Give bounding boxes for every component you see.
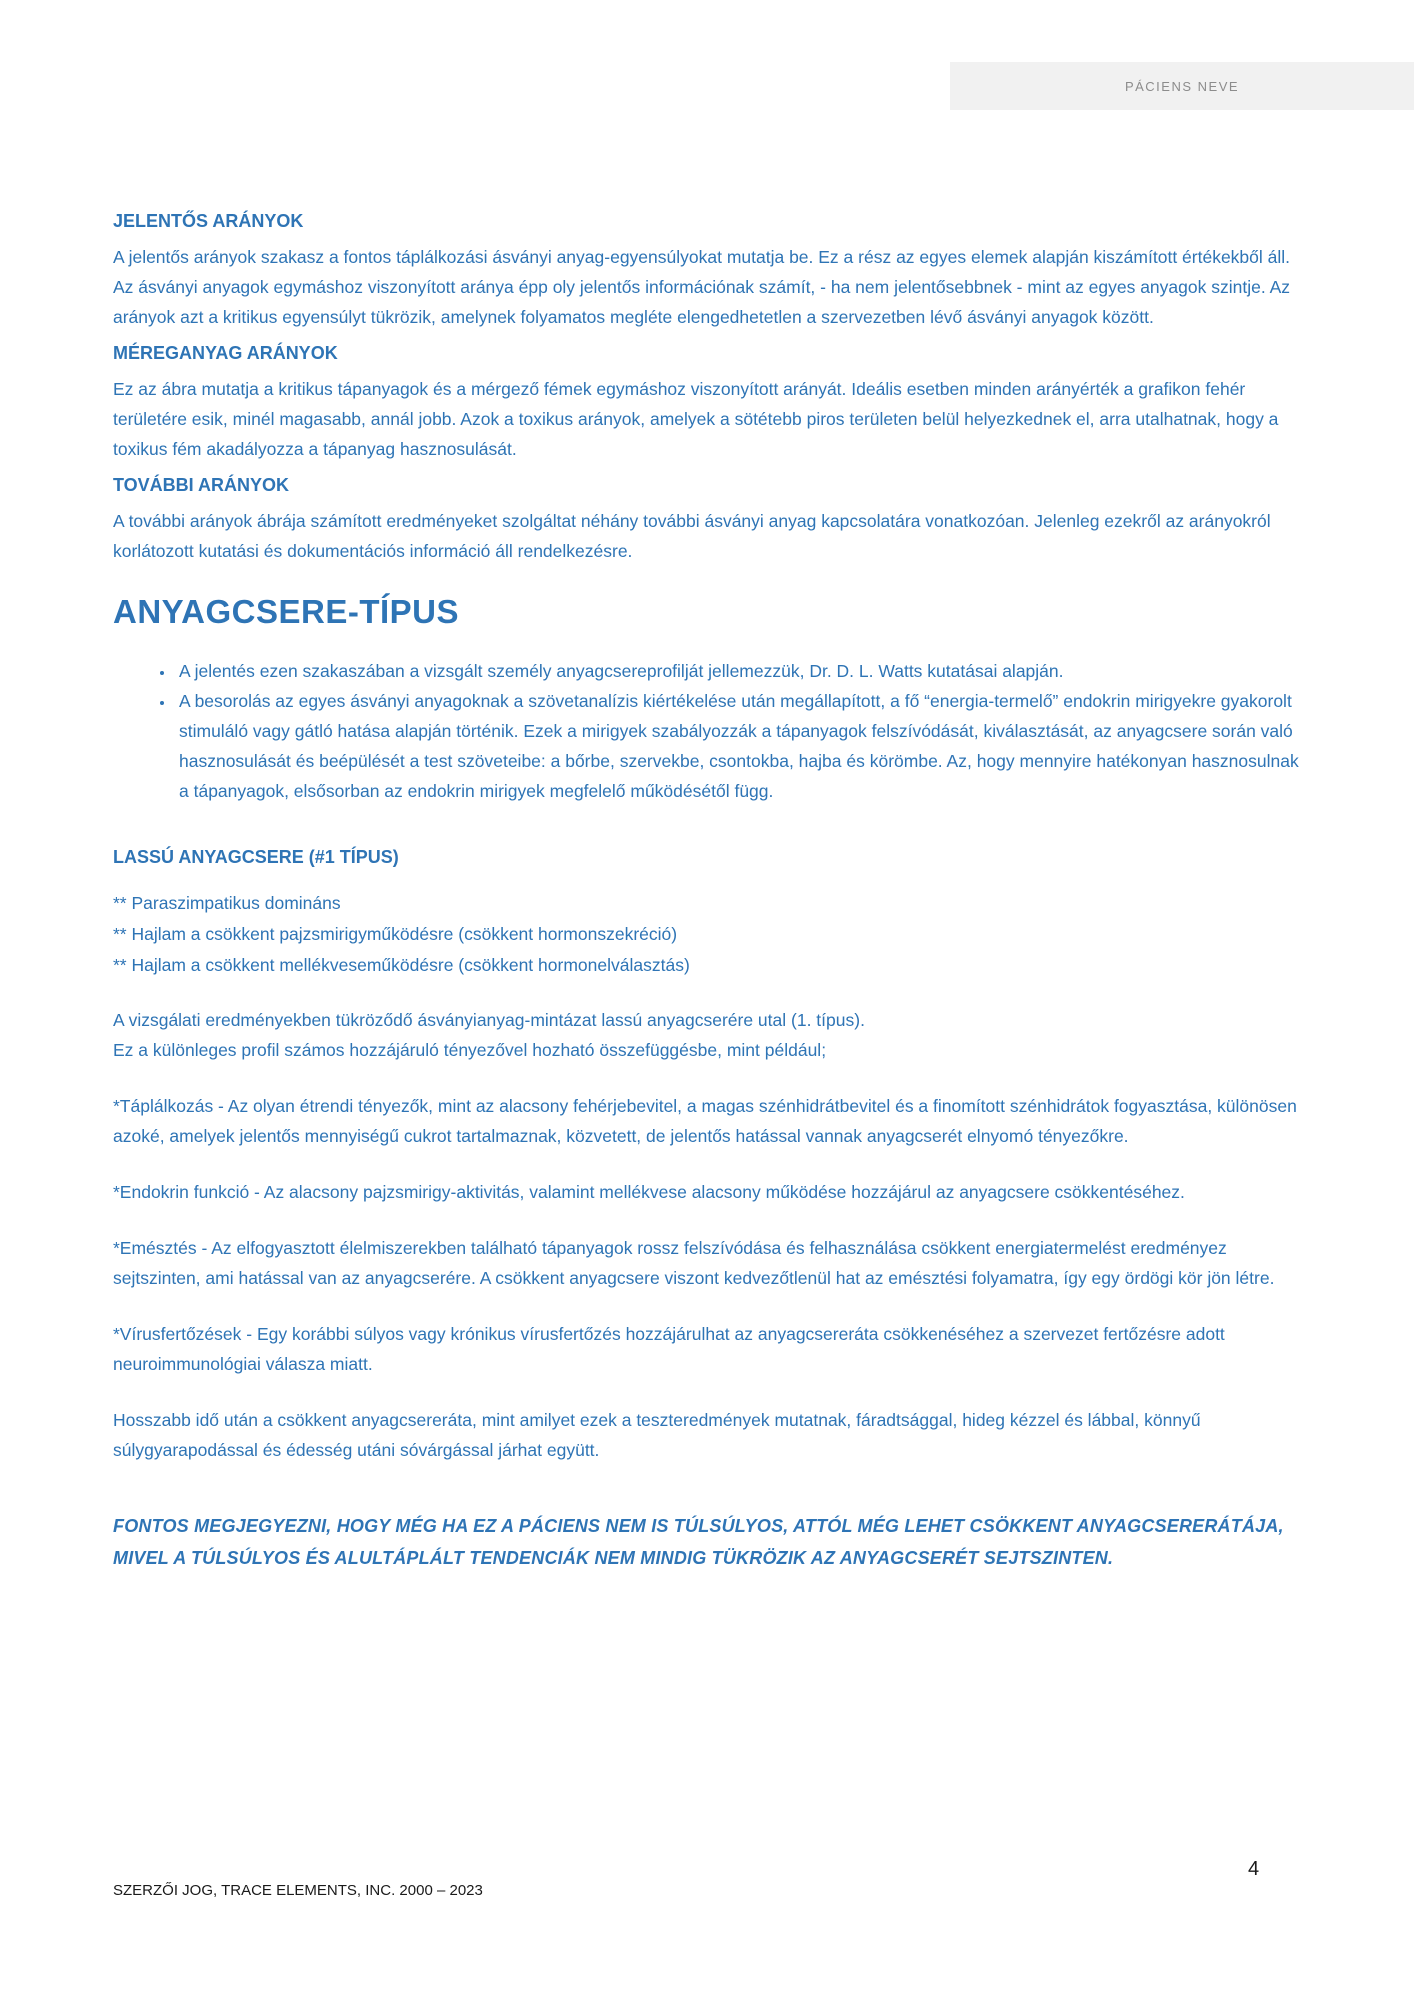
patient-name-label: PÁCIENS NEVE [1124,78,1240,94]
trait-line: ** Hajlam a csökkent mellékveseműködésre (csökkent hormonelválasztás) [113,955,690,975]
significant-ratios-body: A jelentős arányok szakasz a fontos táplálkozási ásványi anyag-egyensúlyokat mutatja be. Ez a rész az egyes elemek alapján kiszámított értékekből áll. Az ásványi anyagok egymáshoz viszonyított aránya épp oly jelentős információnak számít, - ha nem jelentősebbnek - mint az egyes anyagok szintje. Az arányok azt a kritikus egyensúlyt tükrözik, amelynek folyamatos megléte elengedhetetlen a szervezetben lévő ásványi anyagok között. [113,247,1291,327]
additional-ratios-heading: TOVÁBBI ARÁNYOK [113,475,290,495]
factor-nutrition: *Táplálkozás - Az olyan étrendi tényezők, mint az alacsony fehérjebevitel, a magas szénhidrátbevitel és a finomított szénhidrátok fogyasztása, különösen azoké, amelyek jelentős mennyiségű cukrot tartalmaznak, közvetett, de jelentős hatással vannak anyagcserét elnyomó tényezőkre. [113,1096,1297,1146]
trait-line: ** Hajlam a csökkent pajzsmirigyműködésre (csökkent hormonszekréció) [113,924,678,944]
intro-line: Ez a különleges profil számos hozzájáruló tényezővel hozható összefüggésbe, mint például; [113,1040,827,1060]
factor-digestion: *Emésztés - Az elfogyasztott élelmiszerekben található tápanyagok rossz felszívódása és felhasználása csökkent energiatermelést eredményez sejtszinten, ami hatással van az anyagcserére. A csökkent anyagcsere viszont kedvezőtlenül hat az emésztési folyamatra, így egy ördögi kör jön létre. [113,1238,1275,1288]
slow-metabolism-intro [113,1005,1300,1065]
page-title: ANYAGCSERE-TÍPUS [113,593,460,630]
important-note: FONTOS MEGJEGYEZNI, HOGY MÉG HA EZ A PÁCIENS NEM IS TÚLSÚLYOS, ATTÓL MÉG LEHET CSÖKKENT ANYAGCSERERÁTÁJA, MIVEL A TÚLSÚLYOS ÉS ALULTÁPLÁLT TENDENCIÁK NEM MINDIG TÜKRÖZIK AZ ANYAGCSERÉT SEJTSZINTEN. [113,1516,1284,1568]
bullet-item: • A besorolás az egyes ásványi anyagoknak a szövetanalízis kiértékelése után megállapított, a fő “energia-termelő” endokrin mirigyekre gyakorolt stimuláló vagy gátló hatása alapján történik. Ezek a mirigyek szabályozzák a tápanyagok felszívódását, kiválasztását, az anyagcsere során való hasznosulását és beépülését a test szöveteibe: a bőrbe, szervekbe, csontokba, hajba és körömbe. Az, hogy mennyire hatékonyan hasznosulnak a tápanyagok, elsősorban az endokrin mirigyek megfelelő működésétől függ. [175,686,1300,806]
toxic-ratios-body: Ez az ábra mutatja a kritikus tápanyagok és a mérgező fémek egymáshoz viszonyított arányát. Ideális esetben minden arányérték a grafikon fehér területére esik, minél magasabb, annál jobb. Azok a toxikus arányok, amelyek a sötétebb piros területen belül helyezkednek el, arra utalhatnak, hogy a toxikus fém akadályozza a tápanyag hasznosulását. [113,379,1279,459]
metabolic-bullet-list [113,656,1300,806]
significant-ratios-heading: JELENTŐS ARÁNYOK [113,211,304,231]
footer-copyright: SZERZŐI JOG, TRACE ELEMENTS, INC. 2000 – 2023 [113,1882,483,1899]
toxic-ratios-heading: MÉREGANYAG ARÁNYOK [113,343,338,363]
trait-line: ** Paraszimpatikus domináns [113,893,341,913]
page-content [113,0,1300,1574]
intro-line: A vizsgálati eredményekben tükröződő ásványianyag-mintázat lassú anyagcserére utal (1. típus). [113,1010,865,1030]
additional-ratios-body: A további arányok ábrája számított eredményeket szolgáltat néhány további ásványi anyag kapcsolatára vonatkozóan. Jelenleg ezekről az arányokról korlátozott kutatási és dokumentációs információ áll rendelkezésre. [113,511,1271,561]
page-number: 4 [1248,1858,1260,1880]
bullet-item: • A jelentés ezen szakaszában a vizsgált személy anyagcsereprofilját jellemezzük, Dr. D. L. Watts kutatásai alapján. [175,656,1300,686]
factor-viral-infections: *Vírusfertőzések - Egy korábbi súlyos vagy krónikus vírusfertőzés hozzájárulhat az anyagcsereráta csökkenéséhez a szervezet fertőzésre adott neuroimmunológiai válasza miatt. [113,1324,1225,1374]
long-term-paragraph: Hosszabb idő után a csökkent anyagcsereráta, mint amilyet ezek a teszteredmények mutatnak, fáradtsággal, hideg kézzel és lábbal, könnyű súlygyarapodással és édesség utáni sóvárgással járhat együtt. [113,1410,1201,1460]
factor-endocrine: *Endokrin funkció - Az alacsony pajzsmirigy-aktivitás, valamint mellékvese alacsony működése hozzájárul az anyagcsere csökkentéséhez. [113,1182,1185,1202]
slow-metabolism-heading: LASSÚ ANYAGCSERE (#1 TÍPUS) [113,847,399,867]
trait-list [113,888,1300,981]
